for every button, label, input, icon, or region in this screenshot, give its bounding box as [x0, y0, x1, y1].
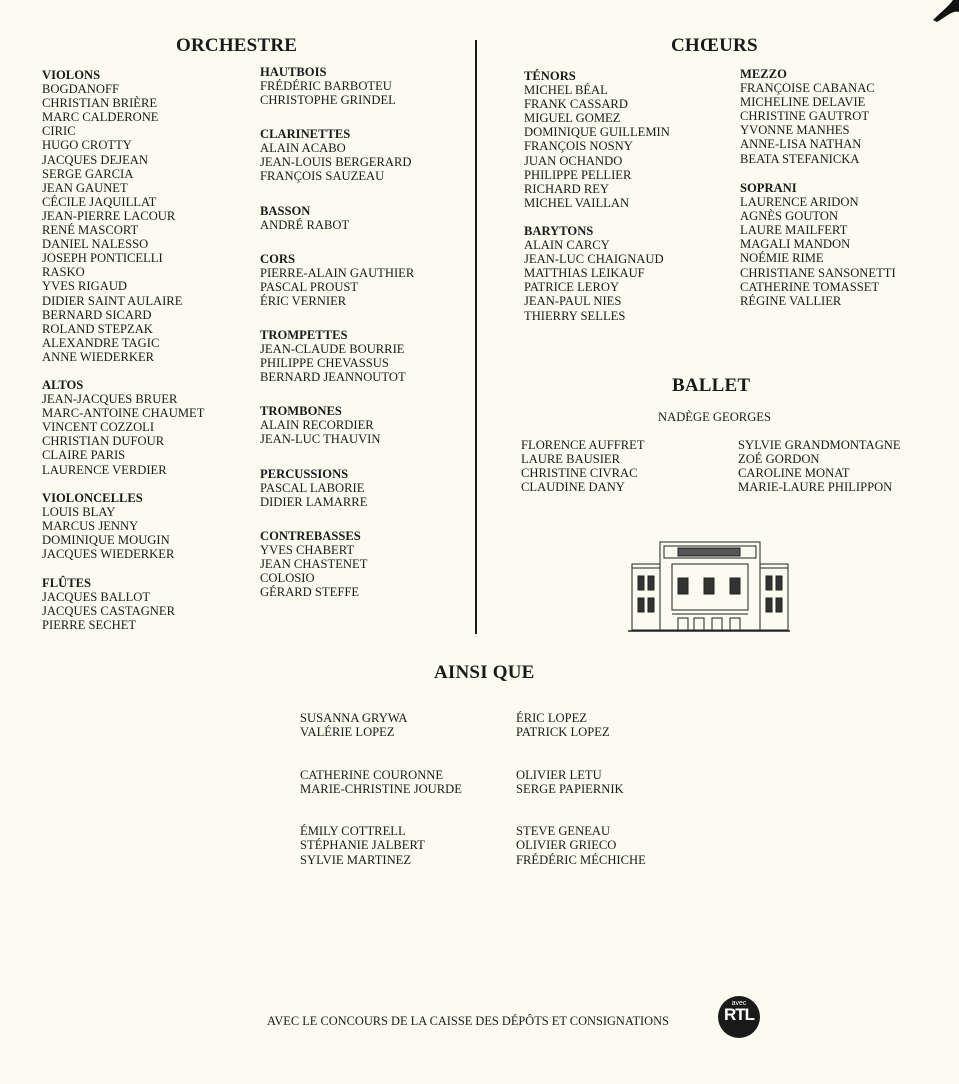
- performer-name: PHILIPPE PELLIER: [524, 167, 632, 182]
- performer-name: JEAN GAUNET: [42, 180, 128, 195]
- performer-name: ÉRIC VERNIER: [260, 294, 347, 309]
- performer-name: RENÉ MASCORT: [42, 223, 139, 238]
- performer-name: VINCENT COZZOLI: [42, 420, 155, 435]
- performer-name: LAURENCE ARIDON: [740, 195, 859, 210]
- guest-name: PATRICK LOPEZ: [516, 725, 610, 740]
- ballet-lead-dancer: NADÈGE GEORGES: [658, 410, 771, 424]
- performer-name: JEAN-LUC THAUVIN: [260, 432, 381, 447]
- performer-name: JUAN OCHANDO: [524, 153, 623, 168]
- performer-name: BERNARD SICARD: [42, 307, 152, 322]
- section-group: [260, 127, 411, 183]
- guest-name: MARIE-CHRISTINE JOURDE: [300, 781, 462, 796]
- performer-name: MARC CALDERONE: [42, 110, 159, 125]
- section-heading: TROMBONES: [260, 404, 342, 418]
- performer-name: AGNÈS GOUTON: [740, 209, 839, 224]
- guest-name: SYLVIE MARTINEZ: [300, 852, 412, 867]
- section-group: [260, 204, 349, 232]
- guest-group: [516, 768, 646, 796]
- performer-name: JEAN CHASTENET: [260, 557, 368, 572]
- section-heading: FLÛTES: [42, 576, 91, 590]
- performer-name: COLOSIO: [260, 571, 315, 586]
- ainsi-que-left-column: [300, 711, 462, 867]
- guest-name: SERGE PAPIERNIK: [516, 781, 624, 796]
- performer-name: PHILIPPE CHEVASSUS: [260, 356, 389, 371]
- section-group: [42, 378, 204, 477]
- performer-name: DOMINIQUE MOUGIN: [42, 533, 170, 548]
- performer-name: ALEXANDRE TAGIC: [42, 335, 160, 350]
- section-group: [260, 252, 414, 308]
- performer-name: CHRISTIAN DUFOUR: [42, 434, 165, 449]
- performer-name: FRANÇOISE CABANAC: [740, 81, 875, 96]
- section-group: [260, 328, 406, 384]
- performer-name: BEATA STEFANICKA: [740, 151, 860, 166]
- guest-group: [300, 824, 462, 866]
- performer-name: JEAN-CLAUDE BOURRIE: [260, 342, 405, 357]
- performer-name: LOUIS BLAY: [42, 505, 116, 520]
- guest-name: STEVE GENEAU: [516, 824, 611, 839]
- dancer-name: ZOÉ GORDON: [738, 452, 820, 467]
- section-group: [260, 65, 396, 107]
- section-heading: BASSON: [260, 204, 311, 218]
- performer-name: DANIEL NALESSO: [42, 237, 149, 252]
- section-group: [524, 224, 664, 323]
- performer-name: PASCAL LABORIE: [260, 481, 365, 496]
- guest-name: FRÉDÉRIC MÉCHICHE: [516, 852, 646, 867]
- performer-name: FRANÇOIS SAUZEAU: [260, 169, 385, 184]
- performer-name: ALAIN ACABO: [260, 141, 346, 156]
- dancer-name: CHRISTINE CIVRAC: [521, 466, 638, 481]
- performer-name: JEAN-LUC CHAIGNAUD: [524, 252, 664, 267]
- rtl-logo-avec: avec: [731, 1000, 747, 1007]
- performer-name: BERNARD JEANNOUTOT: [260, 370, 406, 385]
- section-group: [42, 576, 175, 632]
- rtl-logo-text: RTL: [723, 1005, 755, 1024]
- section-group: [260, 529, 367, 599]
- performer-name: ALAIN CARCY: [524, 238, 610, 253]
- section-heading: VIOLONCELLES: [42, 491, 143, 505]
- performer-name: DIDIER LAMARRE: [260, 495, 368, 510]
- performer-name: CHRISTINE GAUTROT: [740, 109, 870, 124]
- guest-name: SUSANNA GRYWA: [300, 711, 408, 725]
- section-heading: ALTOS: [42, 378, 84, 392]
- guest-group: [300, 711, 462, 739]
- section-group: [42, 491, 174, 561]
- performer-name: CATHERINE TOMASSET: [740, 279, 880, 294]
- performer-name: YVONNE MANHES: [740, 123, 850, 138]
- performer-name: CÉCILE JAQUILLAT: [42, 194, 157, 209]
- section-heading: TÉNORS: [524, 69, 576, 83]
- performer-name: PIERRE-ALAIN GAUTHIER: [260, 266, 415, 281]
- section-heading: CLARINETTES: [260, 127, 351, 141]
- performer-name: DIDIER SAINT AULAIRE: [42, 293, 183, 308]
- guest-name: CATHERINE COURONNE: [300, 767, 444, 782]
- guest-name: STÉPHANIE JALBERT: [300, 838, 425, 853]
- performer-name: CHRISTOPHE GRINDEL: [260, 93, 396, 108]
- performer-name: YVES RIGAUD: [42, 279, 128, 294]
- performer-name: RÉGINE VALLIER: [740, 293, 842, 308]
- performer-name: PATRICE LEROY: [524, 280, 620, 295]
- ballet-column-2: [738, 438, 901, 494]
- theatre-building-illustration: [628, 538, 790, 634]
- performer-name: JEAN-LOUIS BERGERARD: [260, 155, 412, 170]
- performer-name: GÉRARD STEFFE: [260, 585, 360, 600]
- choeurs-title: CHŒURS: [671, 35, 758, 56]
- performer-name: LAURENCE VERDIER: [42, 462, 167, 477]
- guest-name: ÉMILY COTTRELL: [300, 824, 406, 839]
- performer-name: RASKO: [42, 265, 85, 280]
- performer-name: MICHELINE DELAVIE: [740, 95, 866, 110]
- performer-name: MAGALI MANDON: [740, 237, 851, 252]
- column-divider: [475, 40, 477, 634]
- guest-name: ÉRIC LOPEZ: [516, 711, 588, 725]
- performer-name: CIRIC: [42, 124, 76, 139]
- performer-name: HUGO CROTTY: [42, 138, 132, 153]
- performer-name: PIERRE SECHET: [42, 618, 137, 633]
- orchestre-title: ORCHESTRE: [176, 35, 298, 56]
- performer-name: ANDRÉ RABOT: [260, 218, 350, 233]
- section-group: [524, 69, 670, 210]
- performer-name: JACQUES WIEDERKER: [42, 547, 175, 562]
- ballet-column-1: [521, 438, 645, 494]
- ballet-title: BALLET: [672, 375, 751, 396]
- performer-name: YVES CHABERT: [260, 543, 355, 558]
- performer-name: BOGDANOFF: [42, 82, 119, 97]
- guest-group: [516, 711, 646, 739]
- section-group: [740, 181, 896, 308]
- guest-name: OLIVIER GRIECO: [516, 838, 617, 853]
- dancer-name: MARIE-LAURE PHILIPPON: [738, 480, 893, 495]
- performer-name: THIERRY SELLES: [524, 308, 626, 323]
- performer-name: SERGE GARCIA: [42, 166, 134, 181]
- section-group: [42, 68, 182, 364]
- dancer-name: FLORENCE AUFFRET: [521, 438, 645, 452]
- performer-name: JACQUES BALLOT: [42, 590, 151, 605]
- section-heading: MEZZO: [740, 67, 787, 81]
- dancer-name: CAROLINE MONAT: [738, 466, 850, 481]
- section-heading: HAUTBOIS: [260, 65, 327, 79]
- performer-name: ROLAND STEPZAK: [42, 321, 153, 336]
- section-group: [260, 467, 367, 509]
- dancer-name: SYLVIE GRANDMONTAGNE: [738, 438, 901, 452]
- footer-sponsor-text: AVEC LE CONCOURS DE LA CAISSE DES DÉPÔTS ET CONSIGNATIONS: [267, 1014, 669, 1028]
- performer-name: PASCAL PROUST: [260, 280, 359, 295]
- performer-name: CHRISTIAN BRIÈRE: [42, 96, 158, 111]
- section-heading: BARYTONS: [524, 224, 594, 238]
- rtl-logo: [718, 996, 760, 1038]
- performer-name: MARCUS JENNY: [42, 519, 139, 534]
- performer-name: NOÉMIE RIME: [740, 251, 824, 266]
- performer-name: FRANK CASSARD: [524, 97, 628, 112]
- performer-name: JOSEPH PONTICELLI: [42, 251, 163, 266]
- performer-name: JACQUES DEJEAN: [42, 152, 149, 167]
- performer-name: JACQUES CASTAGNER: [42, 604, 175, 619]
- performer-name: MICHEL VAILLAN: [524, 195, 630, 210]
- performer-name: ALAIN RECORDIER: [260, 418, 374, 433]
- section-heading: CONTREBASSES: [260, 529, 361, 543]
- performer-name: LAURE MAILFERT: [740, 223, 848, 238]
- performer-name: CHRISTIANE SANSONETTI: [740, 265, 896, 280]
- performer-name: FRANÇOIS NOSNY: [524, 139, 633, 154]
- performer-name: ANNE WIEDERKER: [42, 349, 155, 364]
- dancer-name: CLAUDINE DANY: [521, 480, 625, 495]
- performer-name: MARC-ANTOINE CHAUMET: [42, 406, 205, 421]
- ainsi-que-title: AINSI QUE: [434, 662, 535, 683]
- page-corner-tear: [909, 0, 959, 30]
- performer-name: MICHEL BÉAL: [524, 83, 608, 98]
- section-group: [260, 404, 380, 446]
- performer-name: ANNE-LISA NATHAN: [740, 137, 862, 152]
- section-heading: CORS: [260, 252, 295, 266]
- performer-name: JEAN-PIERRE LACOUR: [42, 208, 176, 223]
- guest-group: [300, 768, 462, 796]
- section-heading: PERCUSSIONS: [260, 467, 349, 481]
- section-heading: VIOLONS: [42, 68, 101, 82]
- performer-name: JEAN-JACQUES BRUER: [42, 392, 178, 407]
- ainsi-que-right-column: [516, 711, 646, 867]
- section-heading: TROMPETTES: [260, 328, 348, 342]
- section-group: [740, 67, 875, 166]
- performer-name: MATTHIAS LEIKAUF: [524, 266, 645, 281]
- performer-name: RICHARD REY: [524, 181, 610, 196]
- performer-name: MIGUEL GOMEZ: [524, 111, 621, 126]
- performer-name: DOMINIQUE GUILLEMIN: [524, 125, 670, 140]
- dancer-name: LAURE BAUSIER: [521, 452, 621, 467]
- guest-group: [516, 824, 646, 866]
- guest-name: VALÉRIE LOPEZ: [300, 725, 395, 740]
- performer-name: FRÉDÉRIC BARBOTEU: [260, 79, 392, 94]
- guest-name: OLIVIER LETU: [516, 767, 602, 782]
- section-heading: SOPRANI: [740, 181, 797, 195]
- performer-name: CLAIRE PARIS: [42, 448, 126, 463]
- performer-name: JEAN-PAUL NIES: [524, 294, 622, 309]
